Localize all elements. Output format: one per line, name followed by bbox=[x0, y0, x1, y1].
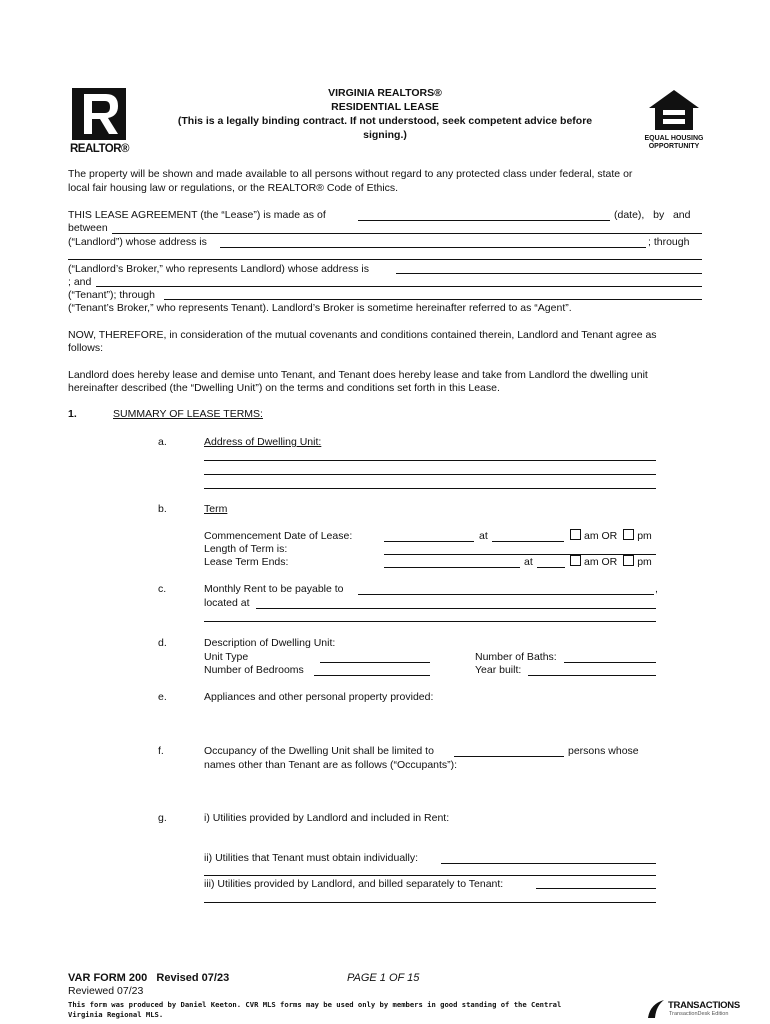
am-or-label: am OR bbox=[584, 556, 618, 568]
item-d-letter: d. bbox=[158, 637, 167, 649]
persons-whose-label: persons whose bbox=[568, 745, 639, 757]
document-title bbox=[150, 86, 620, 142]
lease-end-time-field[interactable] bbox=[537, 567, 565, 568]
year-built-field[interactable] bbox=[528, 675, 656, 676]
commencement-am-checkbox[interactable] bbox=[570, 529, 581, 540]
monthly-rent-label: Monthly Rent to be payable to bbox=[204, 583, 344, 595]
date-by-and-label: (date), by and bbox=[614, 209, 691, 221]
fair-housing-line-1: The property will be shown and made available to all persons without regard to any protected class under federal, state or bbox=[68, 168, 633, 180]
lease-end-date-field[interactable] bbox=[384, 567, 520, 568]
landlord-broker-name-field[interactable] bbox=[68, 259, 702, 260]
bedrooms-field[interactable] bbox=[314, 675, 430, 676]
item-e-letter: e. bbox=[158, 691, 167, 703]
lease-date-label: THIS LEASE AGREEMENT (the “Lease”) is made as of bbox=[68, 209, 326, 221]
equal-housing-logo bbox=[644, 88, 704, 152]
title-line-3: (This is a legally binding contract. If not understood, seek competent advice before bbox=[177, 115, 593, 127]
lease-end-am-checkbox[interactable] bbox=[570, 555, 581, 566]
commencement-time-field[interactable] bbox=[492, 541, 564, 542]
utilities-tenant-field-2[interactable] bbox=[204, 875, 656, 876]
unit-type-field[interactable] bbox=[320, 662, 430, 663]
utilities-billed-field[interactable] bbox=[536, 888, 656, 889]
demise-line-2: hereinafter described (the “Dwelling Unit”) on the terms and conditions set forth in this Lease. bbox=[68, 382, 500, 394]
commencement-at-label: at bbox=[479, 530, 488, 542]
demise-line-1: Landlord does hereby lease and demise unto Tenant, and Tenant does hereby lease and take from Landlord the dwelling unit bbox=[68, 369, 648, 381]
tenant-through-label: (“Tenant”); through bbox=[68, 289, 155, 301]
producer-note-line-2: Virginia Regional MLS. bbox=[68, 1010, 164, 1019]
length-of-term-label: Length of Term is: bbox=[204, 543, 288, 555]
dwelling-address-field-1[interactable] bbox=[204, 460, 656, 461]
bedrooms-label: Number of Bedrooms bbox=[204, 664, 304, 676]
tenant-broker-name-field[interactable] bbox=[164, 299, 702, 300]
item-a-letter: a. bbox=[158, 436, 167, 448]
landlord-broker-label: (“Landlord’s Broker,” who represents Landlord) whose address is bbox=[68, 263, 369, 275]
commencement-date-field[interactable] bbox=[384, 541, 474, 542]
page-number: PAGE 1 OF 15 bbox=[347, 972, 420, 984]
rent-payee-field[interactable] bbox=[358, 594, 654, 595]
form-number: VAR FORM 200 Revised 07/23 bbox=[68, 972, 230, 984]
transactions-brand-sub: TransactionDesk Edition bbox=[669, 1011, 729, 1017]
baths-field[interactable] bbox=[564, 662, 656, 663]
dwelling-address-label: Address of Dwelling Unit: bbox=[204, 436, 322, 448]
tenant-name-field[interactable] bbox=[96, 286, 702, 287]
transactions-logo bbox=[646, 998, 746, 1022]
commencement-pm-checkbox[interactable] bbox=[623, 529, 634, 540]
tenant-broker-label: (“Tenant’s Broker,” who represents Tenant). Landlord’s Broker is sometime hereinafter referred to as “Agent”. bbox=[68, 302, 572, 314]
landlord-broker-address-field[interactable] bbox=[396, 273, 702, 274]
rent-location-field-2[interactable] bbox=[204, 621, 656, 622]
title-line-4: signing.) bbox=[363, 129, 407, 141]
lease-end-pm-checkbox[interactable] bbox=[623, 555, 634, 566]
appliances-label: Appliances and other personal property provided: bbox=[204, 691, 434, 703]
realtor-logo-text: REALTOR® bbox=[70, 143, 129, 155]
transactions-brand: TRANSACTIONS bbox=[668, 1000, 740, 1011]
rent-location-field[interactable] bbox=[256, 608, 656, 609]
located-at-label: located at bbox=[204, 597, 250, 609]
transactions-logo-icon bbox=[646, 998, 666, 1020]
and-label: ; and bbox=[68, 276, 92, 288]
utilities-landlord-label: i) Utilities provided by Landlord and included in Rent: bbox=[204, 812, 450, 824]
now-therefore-line-2: follows: bbox=[68, 342, 104, 354]
through-label: ; through bbox=[648, 236, 690, 248]
fair-housing-line-2: local fair housing law or regulations, or the REALTOR® Code of Ethics. bbox=[68, 182, 399, 194]
item-c-letter: c. bbox=[158, 583, 167, 595]
item-g-letter: g. bbox=[158, 812, 167, 824]
section-title: SUMMARY OF LEASE TERMS: bbox=[113, 408, 263, 420]
utilities-billed-field-2[interactable] bbox=[204, 902, 656, 903]
rent-comma: , bbox=[655, 583, 658, 595]
term-label: Term bbox=[204, 503, 228, 515]
dwelling-address-field-2[interactable] bbox=[204, 474, 656, 475]
producer-note-line-1: This form was produced by Daniel Keeton. CVR MLS forms may be used only by members in good standing of the Central bbox=[68, 1000, 562, 1009]
occupancy-line-2: names other than Tenant are as follows (“Occupants”): bbox=[204, 759, 458, 771]
occupancy-limit-field[interactable] bbox=[454, 756, 564, 757]
section-number: 1. bbox=[68, 408, 77, 420]
equal-housing-house-icon bbox=[645, 88, 703, 132]
pm-label: pm bbox=[637, 556, 652, 568]
dwelling-address-field-3[interactable] bbox=[204, 488, 656, 489]
realtor-r-icon bbox=[70, 88, 132, 140]
equal-housing-text: EQUAL HOUSING OPPORTUNITY bbox=[644, 135, 704, 150]
landlord-address-field[interactable] bbox=[220, 247, 646, 248]
title-line-2: RESIDENTIAL LEASE bbox=[331, 101, 439, 113]
commencement-label: Commencement Date of Lease: bbox=[204, 530, 353, 542]
lease-end-at-label: at bbox=[524, 556, 533, 568]
description-label: Description of Dwelling Unit: bbox=[204, 637, 336, 649]
commencement-ampm bbox=[567, 529, 652, 542]
between-label: between bbox=[68, 222, 108, 234]
am-or-label: am OR bbox=[584, 530, 618, 542]
lease-end-ampm bbox=[567, 555, 652, 568]
reviewed-date: Reviewed 07/23 bbox=[68, 985, 144, 997]
pm-label: pm bbox=[637, 530, 652, 542]
item-b-letter: b. bbox=[158, 503, 167, 515]
now-therefore-line-1: NOW, THEREFORE, in consideration of the mutual covenants and conditions contained therein, Landlord and Tenant agree as bbox=[68, 329, 657, 341]
baths-label: Number of Baths: bbox=[475, 651, 557, 663]
realtor-logo bbox=[70, 88, 132, 155]
utilities-billed-label: iii) Utilities provided by Landlord, and billed separately to Tenant: bbox=[204, 878, 504, 890]
title-line-1: VIRGINIA REALTORS® bbox=[328, 87, 442, 99]
landlord-name-field[interactable] bbox=[112, 233, 702, 234]
utilities-tenant-field[interactable] bbox=[441, 863, 656, 864]
item-f-letter: f. bbox=[158, 745, 164, 757]
lease-end-label: Lease Term Ends: bbox=[204, 556, 289, 568]
lease-date-field[interactable] bbox=[358, 220, 610, 221]
year-built-label: Year built: bbox=[475, 664, 522, 676]
landlord-address-label: (“Landlord”) whose address is bbox=[68, 236, 207, 248]
unit-type-label: Unit Type bbox=[204, 651, 249, 663]
utilities-tenant-label: ii) Utilities that Tenant must obtain individually: bbox=[204, 852, 418, 864]
occupancy-line-1: Occupancy of the Dwelling Unit shall be limited to bbox=[204, 745, 434, 757]
